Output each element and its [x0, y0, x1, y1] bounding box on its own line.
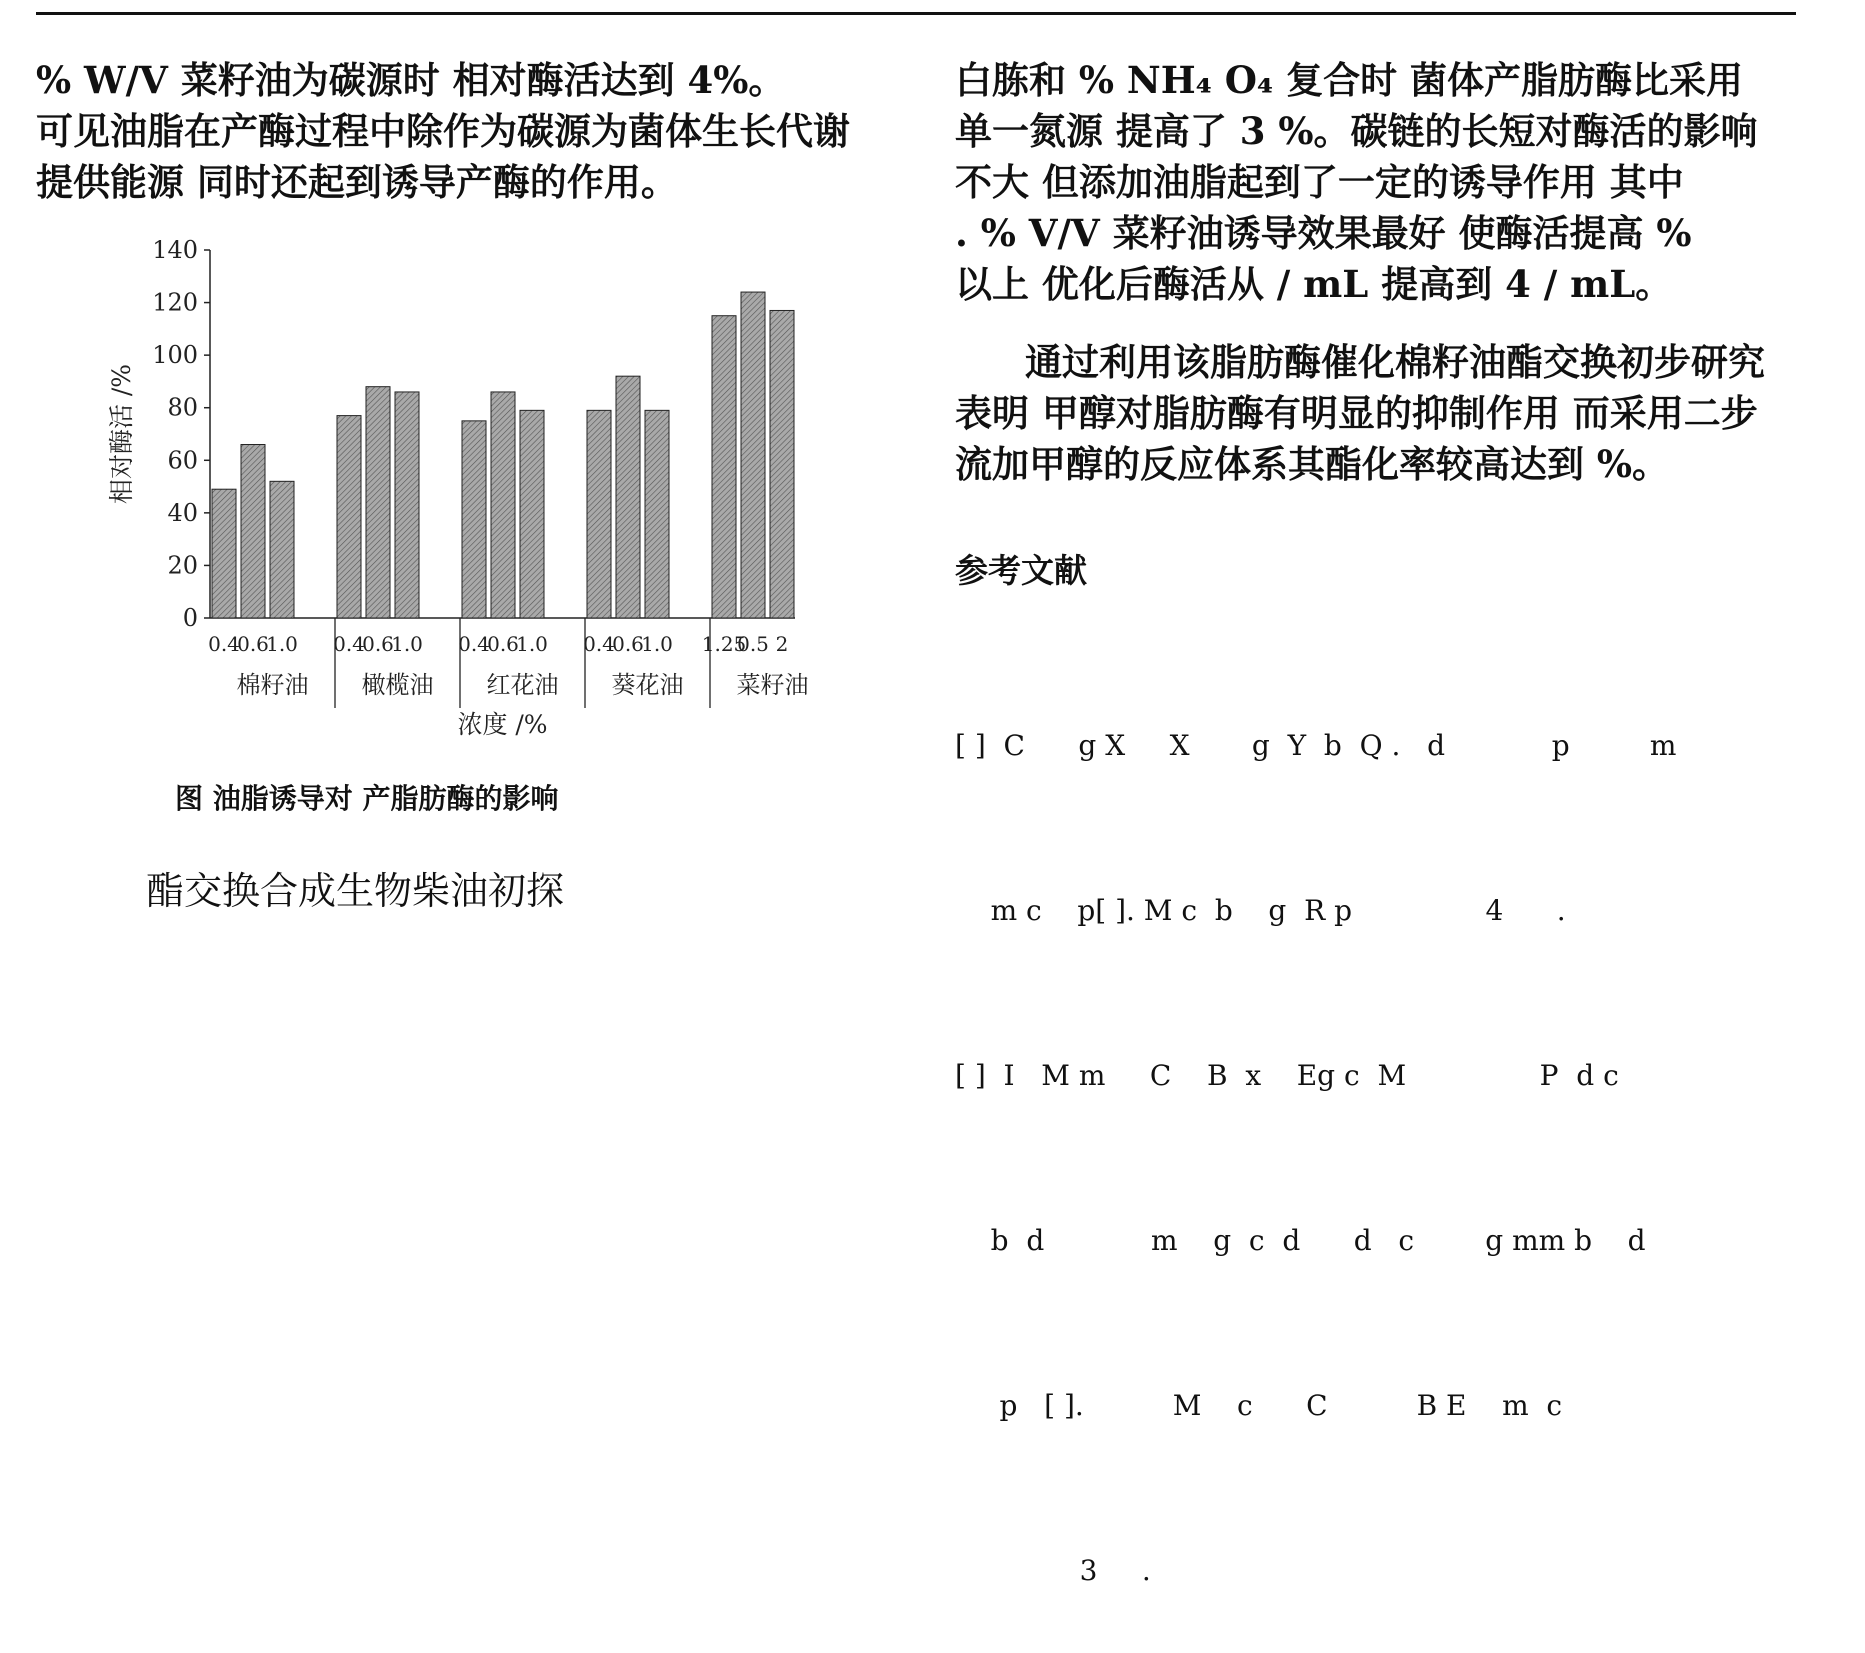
text-line: % W/V 菜籽油为碳源时 相对酶活达到 4%。: [36, 58, 786, 102]
bar: [770, 310, 794, 618]
text-line: 表明 甲醇对脂肪酶有明显的抑制作用 而采用二步: [955, 391, 1758, 435]
right-paragraph-1: [955, 55, 1758, 310]
y-tick-label: 0: [182, 604, 198, 632]
x-tick-label: 0.6: [362, 632, 394, 656]
x-tick-label: 0.4: [333, 632, 365, 656]
x-tick-label: 0.4: [458, 632, 490, 656]
y-tick-label: 20: [167, 551, 198, 580]
category-label: 棉籽油: [236, 671, 309, 699]
bar-chart: [95, 225, 815, 755]
left-paragraph: [36, 55, 850, 208]
text-line: 以上 优化后酶活从 / mL 提高到 4 / mL。: [955, 262, 1673, 306]
bar: [587, 410, 611, 618]
references-heading: 参考文献: [955, 551, 1087, 590]
y-tick-label: 40: [167, 498, 198, 527]
bar: [366, 387, 390, 618]
references-list: [955, 608, 1676, 1653]
bar: [241, 445, 265, 618]
x-axis-title: 浓度 /%: [457, 710, 548, 739]
bar: [212, 489, 236, 618]
x-tick-label: 0.6: [487, 632, 519, 656]
reference-line: b d m g c d d c g mm b d: [955, 1224, 1646, 1257]
y-axis-title: 相对酶活 /%: [107, 363, 136, 505]
bar: [491, 392, 515, 618]
bar: [462, 421, 486, 618]
right-paragraph-2: [955, 337, 1765, 490]
reference-line: m c p[ ]. M c b g R p 4 .: [955, 894, 1566, 927]
category-label: 葵花油: [611, 671, 684, 699]
bar: [645, 410, 669, 618]
x-tick-label: 2: [775, 632, 789, 656]
x-tick-label: 1.25: [701, 632, 747, 656]
y-tick-label: 80: [167, 393, 198, 422]
x-tick-label: 0.4: [583, 632, 615, 656]
category-label: 菜籽油: [736, 671, 809, 699]
bar: [520, 410, 544, 618]
y-tick-label: 100: [152, 341, 198, 370]
top-rule: [36, 12, 1796, 15]
category-label: 橄榄油: [361, 671, 434, 699]
category-label: 红花油: [486, 671, 559, 699]
text-line: 可见油脂在产酶过程中除作为碳源为菌体生长代谢: [36, 109, 850, 153]
x-tick-label: 0.5: [737, 632, 769, 656]
reference-line: 3 .: [955, 1554, 1151, 1587]
y-tick-label: 140: [152, 236, 198, 264]
bar: [741, 292, 765, 618]
text-line: 不大 但添加油脂起到了一定的诱导作用 其中: [955, 160, 1684, 204]
text-line: 单一氮源 提高了 3 %。碳链的长短对酶活的影响: [955, 109, 1758, 153]
x-tick-label: 1.0: [391, 632, 423, 656]
reference-line: p [ ]. M c C B E m c: [955, 1389, 1563, 1422]
x-tick-label: 1.0: [641, 632, 673, 656]
bar: [712, 316, 736, 618]
reference-line: [ ] I M m C B x Eg c M P d c: [955, 1059, 1619, 1092]
reference-line: [ ] C g X X g Y b Q . d p m: [955, 729, 1677, 762]
bar: [337, 416, 361, 618]
x-tick-label: 1.0: [516, 632, 548, 656]
x-tick-label: 0.6: [237, 632, 269, 656]
text-line: 通过利用该脂肪酶催化棉籽油酯交换初步研究: [1025, 340, 1765, 384]
y-tick-label: 60: [167, 446, 198, 475]
x-tick-label: 0.6: [612, 632, 644, 656]
x-tick-label: 1.0: [266, 632, 298, 656]
section-title: 酯交换合成生物柴油初探: [146, 869, 565, 913]
text-line: 流加甲醇的反应体系其酯化率较高达到 %。: [955, 442, 1670, 486]
x-tick-label: 0.4: [208, 632, 240, 656]
text-line: . % V/V 菜籽油诱导效果最好 使酶活提高 %: [955, 211, 1692, 255]
text-line: 提供能源 同时还起到诱导产酶的作用。: [36, 160, 678, 204]
bar: [270, 481, 294, 618]
text-line: 白胨和 % NH₄ O₄ 复合时 菌体产脂肪酶比采用: [955, 58, 1743, 102]
y-tick-label: 120: [152, 288, 198, 317]
figure-caption: 图 油脂诱导对 产脂肪酶的影响: [175, 782, 559, 815]
bar: [395, 392, 419, 618]
bar: [616, 376, 640, 618]
